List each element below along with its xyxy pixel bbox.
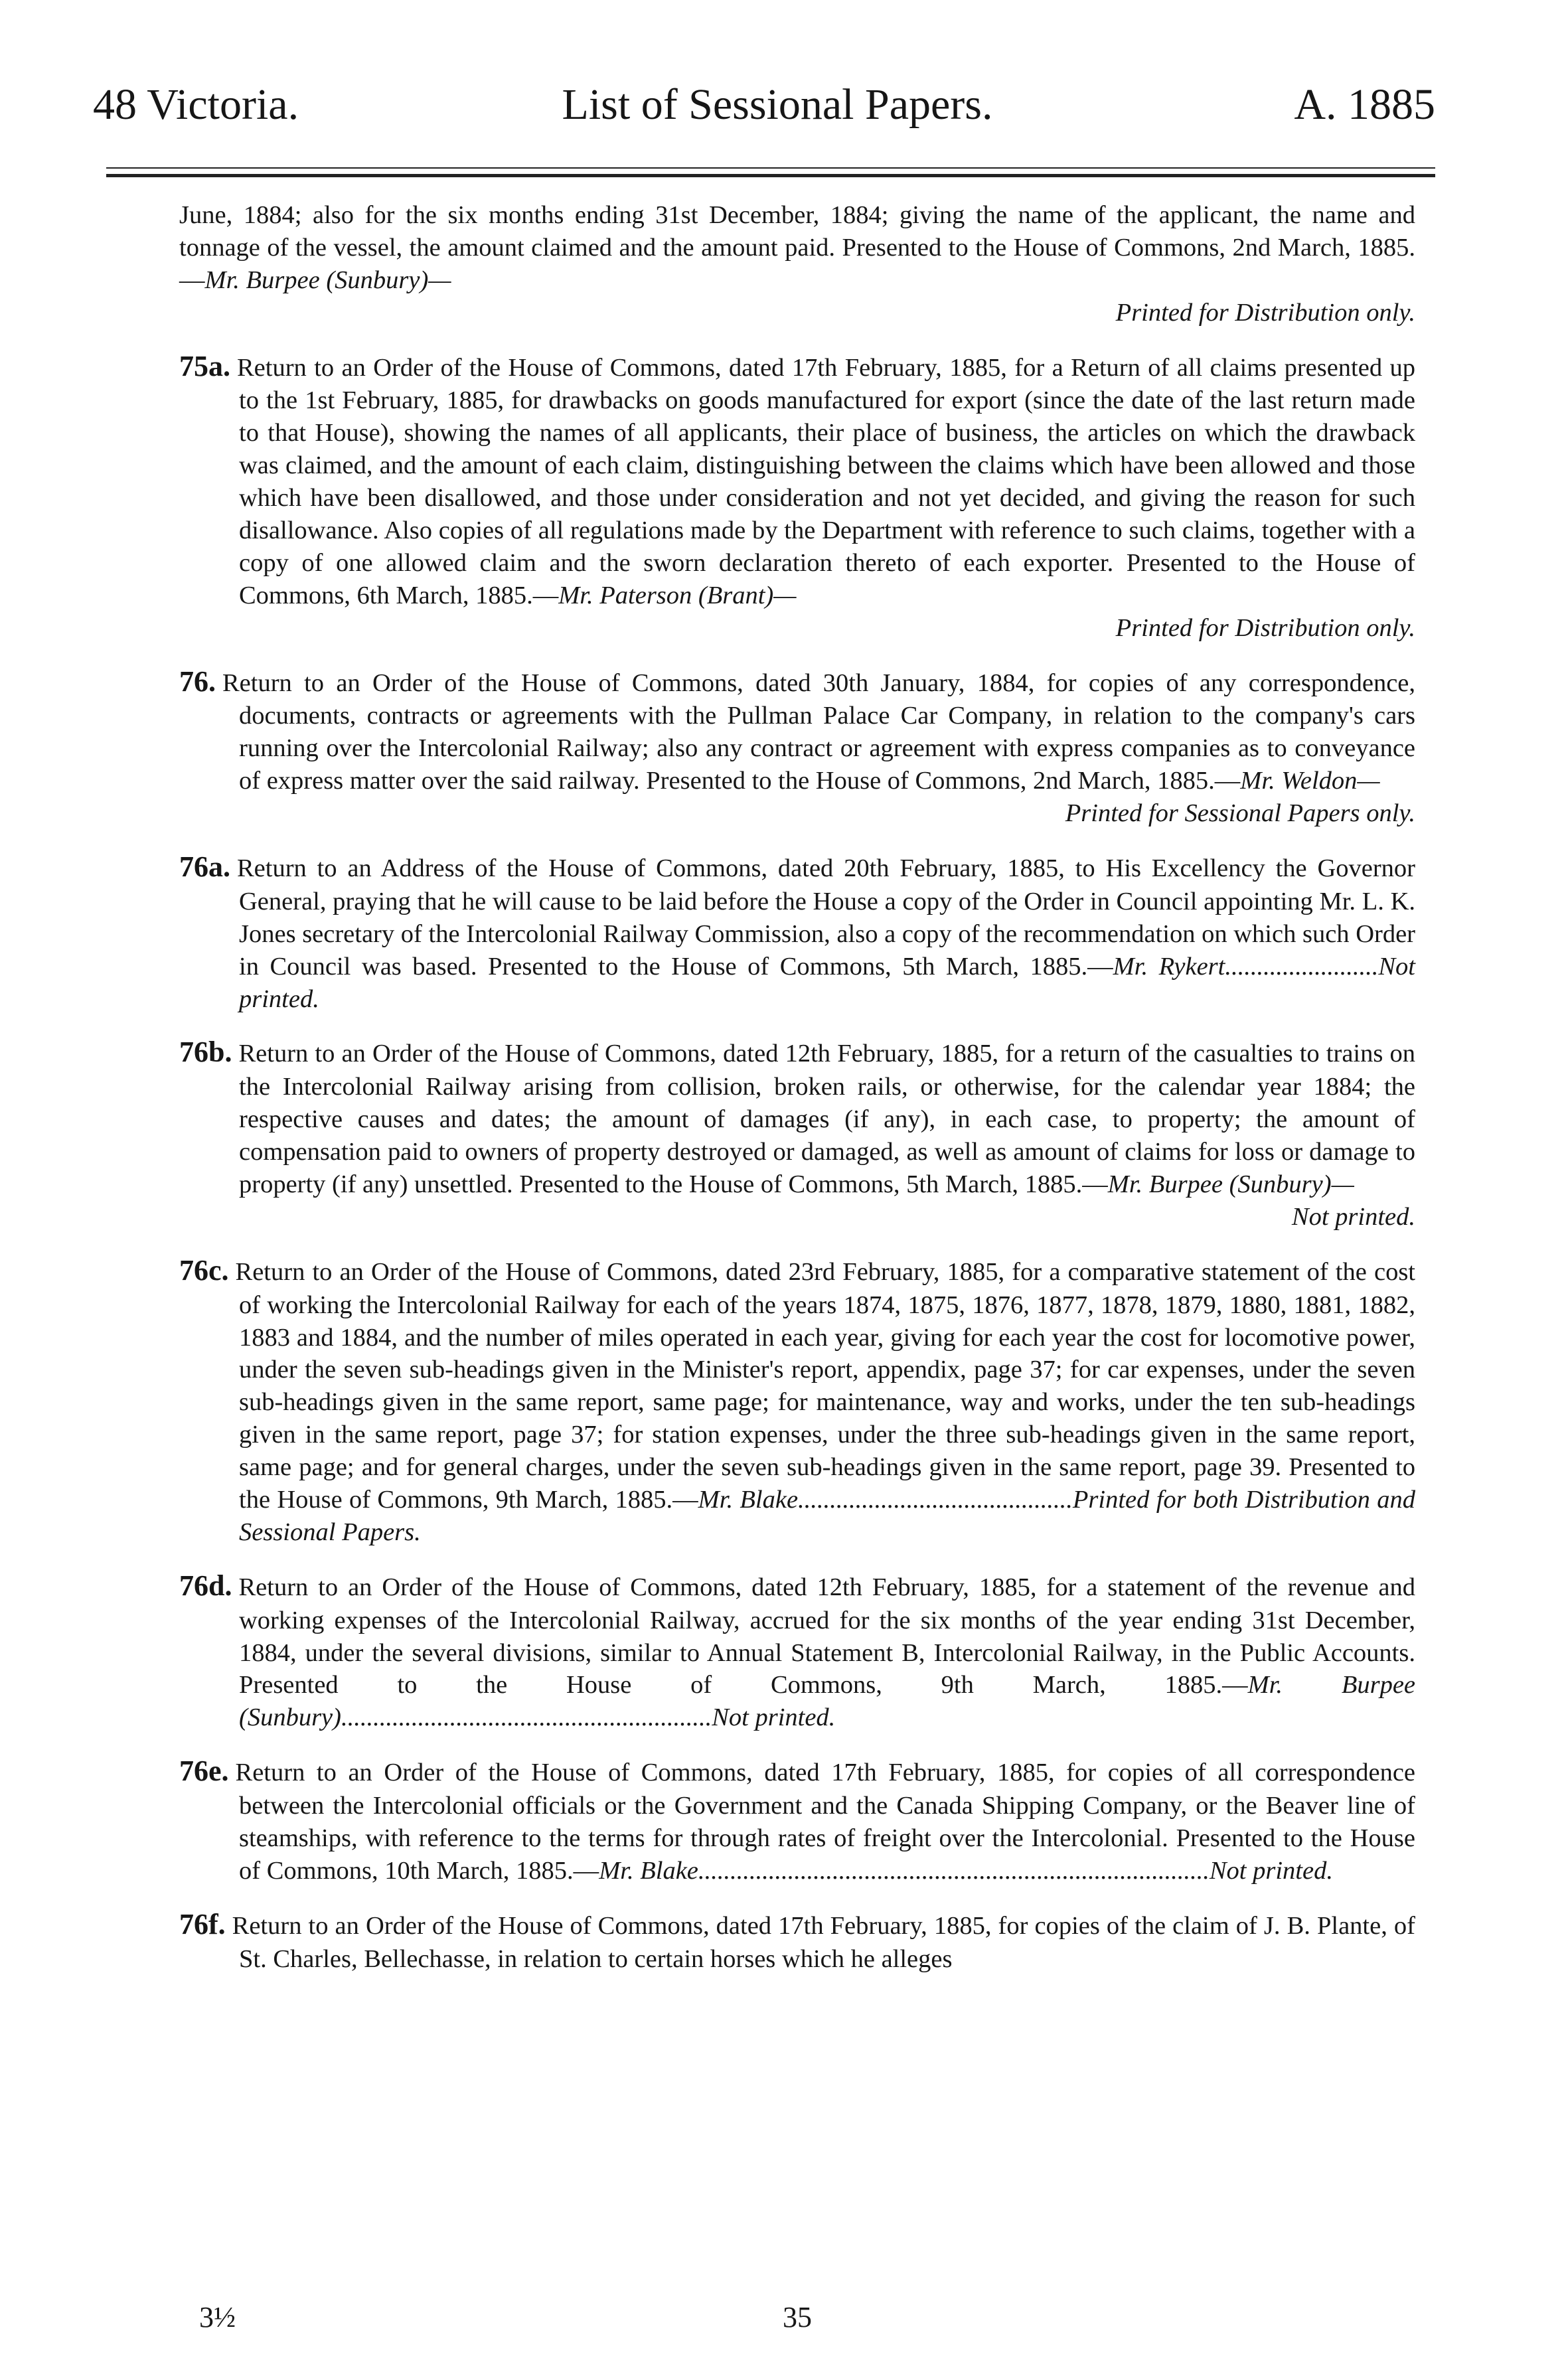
entry-text: Return to an Order of the House of Commons, dated 12th February, 1885, for a statement of the revenue and working expenses of the Intercolonial Railway, accrued for the six months of the year ending 31st December, 1884, under the several divisions, similar to Annual Statement B, Intercolonial Railway, in the Public Accounts. Presented to the House of Commons, 9th March, 1885.—: [238, 1573, 1415, 1699]
header-left: 48 Victoria.: [93, 80, 299, 129]
entry-76c: [179, 1252, 1415, 1549]
entry-number: 75a.: [179, 349, 230, 382]
entry-text: Return to an Order of the House of Commons, dated 23rd February, 1885, for a comparative statement of the cost of working the Intercolonial Railway for each of the years 1874, 1875, 1876, 1877, 1878, 1879, 1880, 1881, 1882, 1883 and 1884, and the number of miles operated in each year, giving for each year the cost for locomotive power, under the seven sub-headings given in the Minister's report, appendix, page 37; for car expenses, under the seven sub-headings given in the same report, same page; for maintenance, way and works, under the ten sub-headings given in the same report, page 37; for station expenses, under the three sub-headings given in the same report, same page; and for general charges, under the seven sub-headings given in the same report, page 39. Presented to the House of Commons, 9th March, 1885.—: [235, 1257, 1415, 1514]
entry-distribution: Printed for Sessional Papers only.: [1065, 799, 1415, 828]
entry-number: 76e.: [179, 1755, 229, 1788]
entry-text: Return to an Address of the House of Commons, dated 20th February, 1885, to His Excellency the Governor General, praying that he will cause to be laid before the House a copy of the Order in Council appointing Mr. L. K. Jones secretary of the Intercolonial Railway Commission, also a copy of the recommendation on which such Order in Council was based. Presented to the House of Commons, 5th March, 1885.—: [237, 854, 1415, 981]
entry-signer: Mr. Blake................................................................................: [599, 1856, 1210, 1885]
header-title: List of Sessional Papers.: [562, 80, 993, 129]
entry-distribution: Printed for both Distribution and Sessional Papers.: [239, 1485, 1415, 1546]
entry-number: 76b.: [179, 1036, 232, 1069]
entry-76f: [179, 1906, 1415, 1976]
entry-text: Return to an Order of the House of Commons, dated 17th February, 1885, for a Return of all claims presented up to the 1st February, 1885, for drawbacks on goods manufactured for export (since the date of the last return made to that House), showing the names of all applicants, their place of business, the articles on which the drawback was claimed, and the amount of each claim, distinguishing between the claims which have been allowed and those which have been disallowed, and those under consideration and not yet decided, and giving the reason for such disallowance. Also copies of all regulations made by the Department with reference to such claims, together with a copy of one allowed claim and the sworn declaration thereto of each exporter. Presented to the House of Commons, 6th March, 1885.—: [237, 353, 1415, 609]
entry-signer: Mr. Burpee (Sunbury)..........................................................: [239, 1671, 1415, 1732]
entry-text: Return to an Order of the House of Commons, dated 30th January, 1884, for copies of any correspondence, documents, contracts or agreements with the Pullman Palace Car Company, in relation to the company's cars running over the Intercolonial Railway; also any contract or agreement with express companies as to conveyance of express matter over the said railway. Presented to the House of Commons, 2nd March, 1885.—: [222, 669, 1415, 795]
entry-number: 76c.: [179, 1253, 229, 1287]
entry-text: June, 1884; also for the six months ending 31st December, 1884; giving the name of the applicant, the name and tonnage of the vessel, the amount claimed and the amount paid. Presented to the House of Commons, 2nd March, 1885.—: [179, 201, 1415, 294]
entry-distribution: Not printed.: [712, 1703, 836, 1732]
entry-continuation: [179, 199, 1415, 329]
entry-text: Return to an Order of the House of Commons, dated 17th February, 1885, for copies of the claim of J. B. Plante, of St. Charles, Bellechasse, in relation to certain horses which he alleges: [232, 1911, 1415, 1973]
entry-76b: [179, 1034, 1415, 1233]
entry-number: 76.: [179, 665, 216, 698]
entry-number: 76d.: [179, 1569, 232, 1602]
entry-text: Return to an Order of the House of Commons, dated 12th February, 1885, for a return of the casualties to trains on the Intercolonial Railway arising from collision, broken rails, or otherwise, for the calendar year 1884; the respective causes and dates; the amount of damages (if any), in each case, to property; the amount of compensation paid to owners of property destroyed or damaged, as well as amount of claims for loss or damage to property (if any) unsettled. Presented to the House of Commons, 5th March, 1885.—: [238, 1040, 1415, 1198]
entry-signer: Mr. Burpee (Sunbury)—: [1107, 1170, 1354, 1198]
entry-76d: [179, 1567, 1415, 1734]
entry-distribution: Printed for Distribution only.: [1115, 298, 1415, 327]
entry-text: Return to an Order of the House of Commons, dated 17th February, 1885, for copies of all correspondence between the Intercolonial officials or the Government and the Canada Shipping Company, or the Beaver line of steamships, with reference to the terms for through rates of freight over the Intercolonial. Presented to the House of Commons, 10th March, 1885.—: [235, 1759, 1415, 1885]
entry-signer: Mr. Blake...........................................: [698, 1485, 1073, 1514]
header-rule-thin: [106, 167, 1435, 169]
entry-signer: Mr. Weldon—: [1240, 767, 1380, 795]
signature-mark: 3½: [199, 2301, 236, 2333]
entry-signer: Mr. Burpee (Sunbury)—: [204, 266, 451, 294]
page-number: 35: [783, 2301, 812, 2333]
entry-number: 76a.: [179, 850, 230, 883]
entry-distribution: Printed for Distribution only.: [1115, 613, 1415, 642]
entry-76a: [179, 848, 1415, 1015]
entry-distribution: Not printed.: [1291, 1202, 1415, 1231]
entry-distribution: Not printed.: [1209, 1856, 1333, 1885]
entry-signer: Mr. Paterson (Brant)—: [558, 581, 797, 609]
entry-76: [179, 663, 1415, 830]
header-right: A. 1885: [1294, 80, 1435, 129]
header-rule-thick: [106, 174, 1435, 177]
entry-75a: [179, 348, 1415, 645]
entry-number: 76f.: [179, 1907, 226, 1940]
entry-distribution: Not printed.: [239, 952, 1415, 1013]
entry-76e: [179, 1753, 1415, 1887]
main-content: [179, 199, 1415, 1994]
page-footer: [179, 2300, 1415, 2347]
page-header: [93, 80, 1435, 153]
entry-signer: Mr. Rykert........................: [1113, 952, 1379, 981]
